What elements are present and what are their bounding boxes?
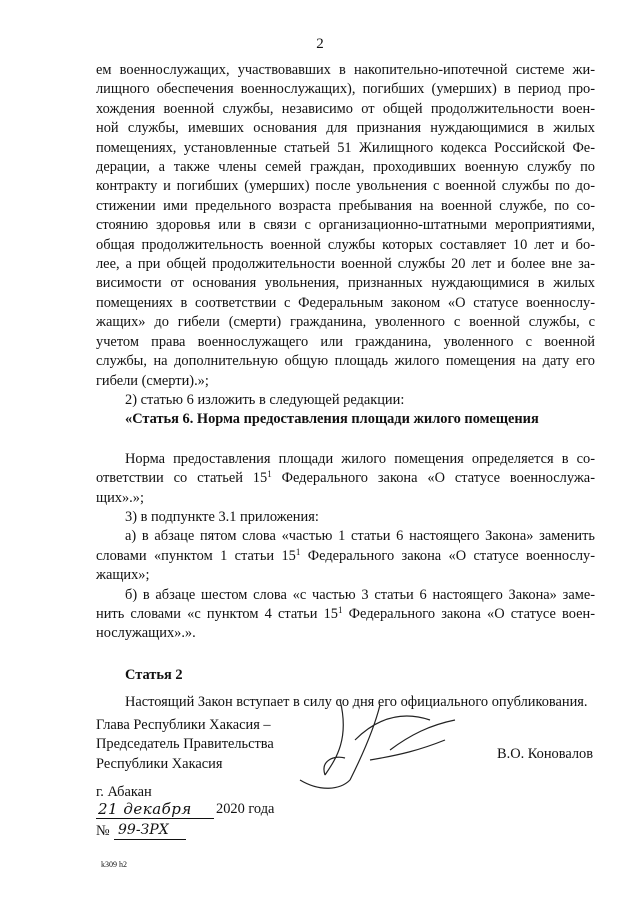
text-line xyxy=(96,547,595,566)
text-fragment: Федерального закона «О статусе воен- xyxy=(348,605,595,622)
superscript: 1 xyxy=(337,604,343,615)
text-line: помещениях, установленные статьей 51 Жилищного кодекса Российской Фе- xyxy=(96,139,595,156)
text-fragment: ответствии со статьей 15 xyxy=(96,470,268,487)
text-line: общая продолжительность военной службы которых составляет 10 лет и бо- xyxy=(96,236,595,253)
text-line: службы, на дополнительную общую площадь жилого помещения на дату его xyxy=(96,353,595,370)
text-fragment: Федерального закона «О статусе военнослу- xyxy=(307,547,595,564)
signature-title xyxy=(96,716,274,774)
date-line xyxy=(96,800,296,822)
handwritten-signature xyxy=(280,680,480,800)
text-line: 2) статью 6 изложить в следующей редакции: xyxy=(125,391,405,408)
text-line xyxy=(96,469,595,488)
place: г. Абакан xyxy=(96,784,152,800)
text-line: а) в абзаце пятом слова «частью 1 статьи 6 настоящего Закона» заменить xyxy=(125,528,595,545)
text-line: нослужащих».». xyxy=(96,625,196,642)
text-line: щих».»; xyxy=(96,489,144,506)
text-line: Норма предоставления площади жилого помещения определяется в со- xyxy=(125,450,595,467)
text-line: лищного обеспечения военнослужащих), погибших (умерших) в период про- xyxy=(96,81,595,98)
superscript: 1 xyxy=(295,546,301,557)
number-line xyxy=(96,821,216,843)
text-line: дерации, а также члены семей граждан, проходивших военную службу по xyxy=(96,159,595,176)
text-line: помещениях в соответствии с Федеральным законом «О статусе военнослу- xyxy=(96,294,595,311)
text-fragment: нить словами «с пунктом 4 статьи 15 xyxy=(96,605,338,622)
date-year: 2020 года xyxy=(216,801,275,817)
handwritten-date: 21 декабря xyxy=(98,800,192,818)
text-line: 3) в подпункте 3.1 приложения: xyxy=(125,508,319,525)
text-line: жащих» до гибели (смерти) гражданина, уволенного с военной службы, с xyxy=(96,314,595,331)
document-code: k309 h2 xyxy=(101,860,127,869)
superscript: 1 xyxy=(267,469,272,480)
text-fragment: Федерального закона «О статусе военнослужа- xyxy=(281,470,595,487)
text-line: б) в абзаце шестом слова «с частью 3 статьи 6 настоящего Закона» заме- xyxy=(125,586,595,603)
signer-name: В.О. Коновалов xyxy=(497,746,594,762)
signer-title-line: Республики Хакасия xyxy=(96,755,223,772)
page-number: 2 xyxy=(316,36,324,52)
text-line: жащих»; xyxy=(96,567,150,584)
article-2-heading: Статья 2 xyxy=(125,666,183,683)
text-line: висимости от основания увольнения, признанных нуждающимися в жилых xyxy=(96,275,595,292)
text-line: хождения военной службы, независимо от общей продолжительности воен- xyxy=(96,100,595,117)
text-fragment: словами «пунктом 1 статьи 15 xyxy=(96,547,296,564)
text-line: контракту и погибших (умерших) после увольнения с военной службы по до- xyxy=(96,178,595,195)
text-line: ной службы, имевших основания для признания нуждающимися в жилых xyxy=(96,120,595,137)
text-line xyxy=(96,605,595,624)
text-line: лее, а при общей продолжительности военной службы 20 лет и более вне за- xyxy=(96,256,595,273)
text-line: учетом права военнослужащего или гражданина, уволенного с военной xyxy=(96,333,595,350)
signer-title-line: Председатель Правительства xyxy=(96,736,274,753)
article-6-heading: «Статья 6. Норма предоставления площади жилого помещения xyxy=(125,411,539,428)
text-line: гибели (смерти).»; xyxy=(96,372,209,389)
document-body xyxy=(96,61,595,713)
text-line: Настоящий Закон вступает в силу со дня его официального опубликования. xyxy=(125,694,588,711)
text-line: стоянию здоровья или в связи с организационно-штатными мероприятиями, xyxy=(96,217,595,234)
text-line: ем военнослужащих, участвовавших в накопительно-ипотечной системе жи- xyxy=(96,62,595,78)
text-line: стижении ими предельного возраста пребывания на военной службе, по со- xyxy=(96,197,595,214)
signer-title-line: Глава Республики Хакасия – xyxy=(96,717,271,733)
handwritten-number: 99-ЗРХ xyxy=(118,822,169,838)
number-sign: № xyxy=(96,823,110,839)
